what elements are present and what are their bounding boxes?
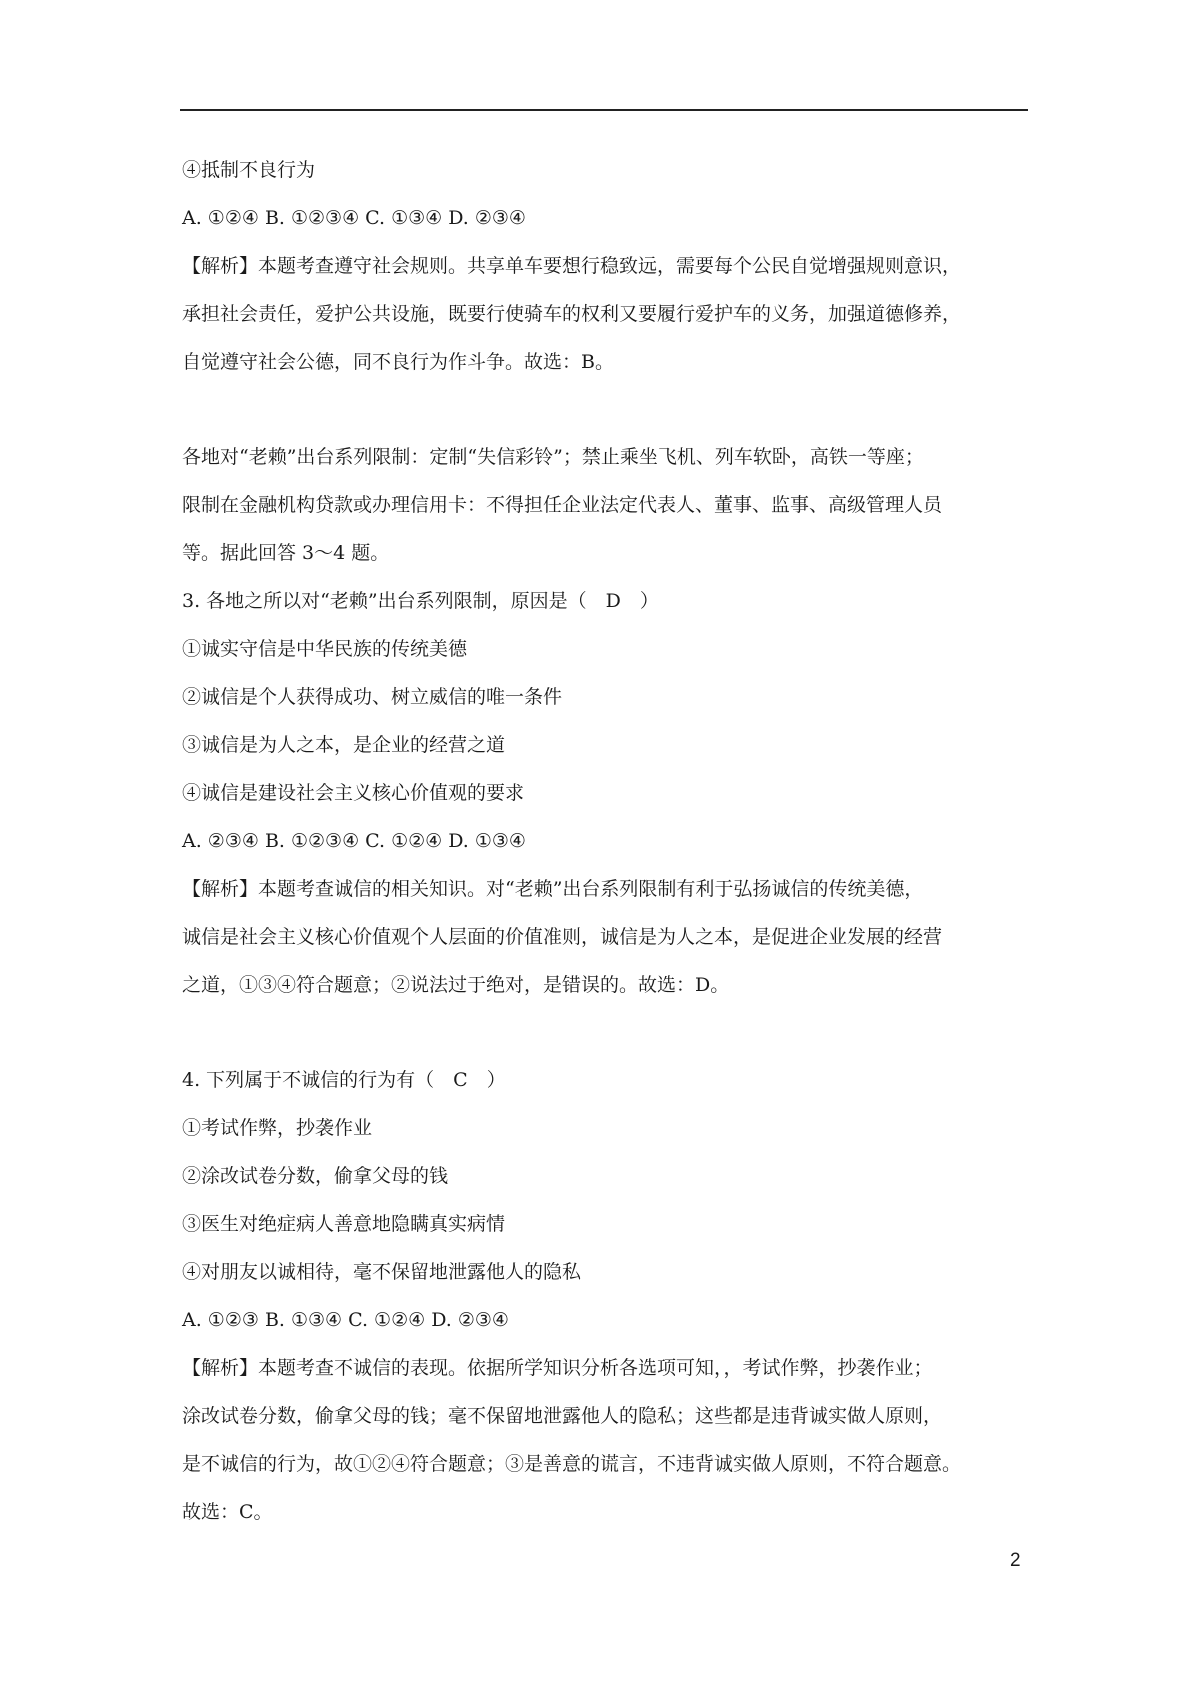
answer-choices-q3: A. ②③④ B. ①②③④ C. ①②④ D. ①③④ [182, 830, 526, 852]
answer-choices-q2: A. ①②④ B. ①②③④ C. ①③④ D. ②③④ [182, 207, 526, 229]
option-line: ②涂改试卷分数，偷拿父母的钱 [182, 1165, 449, 1187]
option-line: ①诚实守信是中华民族的传统美德 [182, 638, 468, 660]
analysis-q2-line: 自觉遵守社会公德，同不良行为作斗争。故选：B。 [182, 351, 614, 373]
analysis-q3-line: 【解析】本题考查诚信的相关知识。对“老赖”出台系列限制有利于弘扬诚信的传统美德， [182, 878, 924, 900]
answer-choices-q4: A. ①②③ B. ①③④ C. ①②④ D. ②③④ [182, 1309, 509, 1331]
option-line: ③医生对绝症病人善意地隐瞒真实病情 [182, 1213, 506, 1235]
analysis-q3-line: 之道，①③④符合题意；②说法过于绝对，是错误的。故选：D。 [182, 974, 730, 996]
option-line: ①考试作弊，抄袭作业 [182, 1117, 373, 1139]
question-4-stem: 4. 下列属于不诚信的行为有（ C ） [182, 1069, 506, 1091]
question-3-stem: 3. 各地之所以对“老赖”出台系列限制，原因是（ D ） [182, 590, 659, 612]
context-paragraph-line: 限制在金融机构贷款或办理信用卡：不得担任企业法定代表人、董事、监事、高级管理人员 [182, 494, 943, 516]
analysis-q4-line: 涂改试卷分数，偷拿父母的钱；毫不保留地泄露他人的隐私；这些都是违背诚实做人原则， [182, 1405, 943, 1427]
analysis-q2-line: 承担社会责任，爱护公共设施，既要行使骑车的权利又要履行爱护车的义务，加强道德修养， [182, 303, 962, 325]
option-line: ④对朋友以诚相待，毫不保留地泄露他人的隐私 [182, 1261, 582, 1283]
analysis-q4-line: 是不诚信的行为，故①②④符合题意；③是善意的谎言，不违背诚实做人原则，不符合题意。 [182, 1453, 962, 1475]
option-line: ②诚信是个人获得成功、树立威信的唯一条件 [182, 686, 563, 708]
analysis-q3-line: 诚信是社会主义核心价值观个人层面的价值准则，诚信是为人之本，是促进企业发展的经营 [182, 926, 943, 948]
context-paragraph-line: 各地对“老赖”出台系列限制：定制“失信彩铃”；禁止乘坐飞机、列车软卧，高铁一等座； [182, 446, 924, 468]
analysis-q2-line: 【解析】本题考查遵守社会规则。共享单车要想行稳致远，需要每个公民自觉增强规则意识， [182, 255, 962, 277]
analysis-q4-line: 【解析】本题考查不诚信的表现。依据所学知识分析各选项可知，，考试作弊，抄袭作业； [182, 1357, 933, 1379]
analysis-q4-line: 故选：C。 [182, 1501, 273, 1523]
page-number: 2 [1010, 1550, 1021, 1571]
context-paragraph-line: 等。据此回答 3～4 题。 [182, 542, 390, 564]
option-line: ③诚信是为人之本，是企业的经营之道 [182, 734, 506, 756]
option-line: ④抵制不良行为 [182, 159, 316, 181]
header-rule [180, 109, 1028, 111]
option-line: ④诚信是建设社会主义核心价值观的要求 [182, 782, 525, 804]
